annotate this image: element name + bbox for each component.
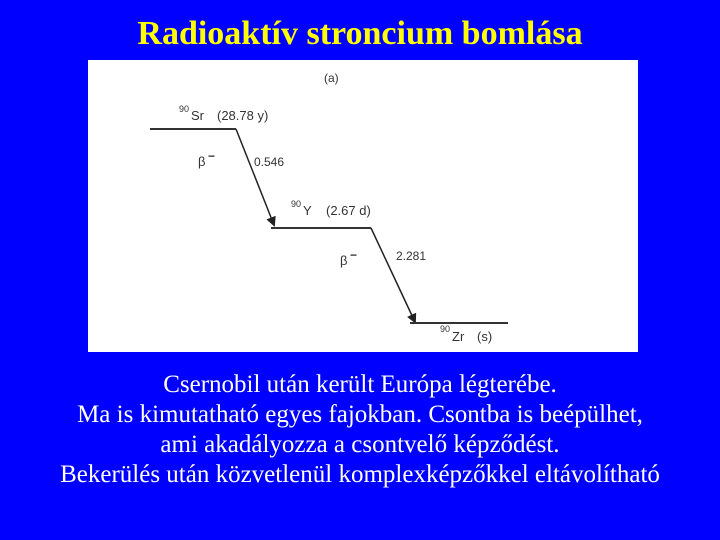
decay-arrow-1 [236, 129, 274, 225]
caption-line-2: Ma is kimutatható egyes fajokban. Csontba is beépülhet, [77, 401, 643, 428]
panel-label: (a) [324, 71, 339, 85]
decay-scheme-figure [88, 60, 638, 352]
caption-line-1: Csernobil után került Európa légterébe. [163, 371, 557, 398]
y-mass-number: 90 [291, 199, 302, 209]
sr-mass-number: 90 [179, 104, 190, 114]
zr-half-life: (s) [477, 329, 493, 344]
caption-text [0, 370, 720, 490]
decay-scheme-diagram [88, 60, 638, 352]
zr-mass-number: 90 [440, 324, 451, 334]
y-half-life: (2.67 d) [326, 203, 371, 218]
y-symbol: Y [303, 203, 312, 218]
slide-title: Radioaktív stroncium bomlása [137, 15, 583, 52]
decay-2-charge: − [350, 248, 358, 262]
sr-symbol: Sr [191, 108, 204, 123]
zr-symbol: Zr [452, 329, 465, 344]
decay-1-charge: − [208, 149, 216, 163]
caption-line-4: Bekerülés után közvetlenül komplexképzőkkel eltávolítható [60, 461, 660, 488]
decay-2-type: β [340, 253, 348, 268]
decay-1-type: β [198, 154, 206, 169]
decay-1-energy: 0.546 [254, 155, 285, 169]
caption-line-3: ami akadályozza a csontvelő képződést. [160, 431, 560, 458]
decay-2-energy: 2.281 [396, 249, 427, 263]
decay-arrow-2 [371, 228, 415, 322]
sr-half-life: (28.78 y) [217, 108, 269, 123]
